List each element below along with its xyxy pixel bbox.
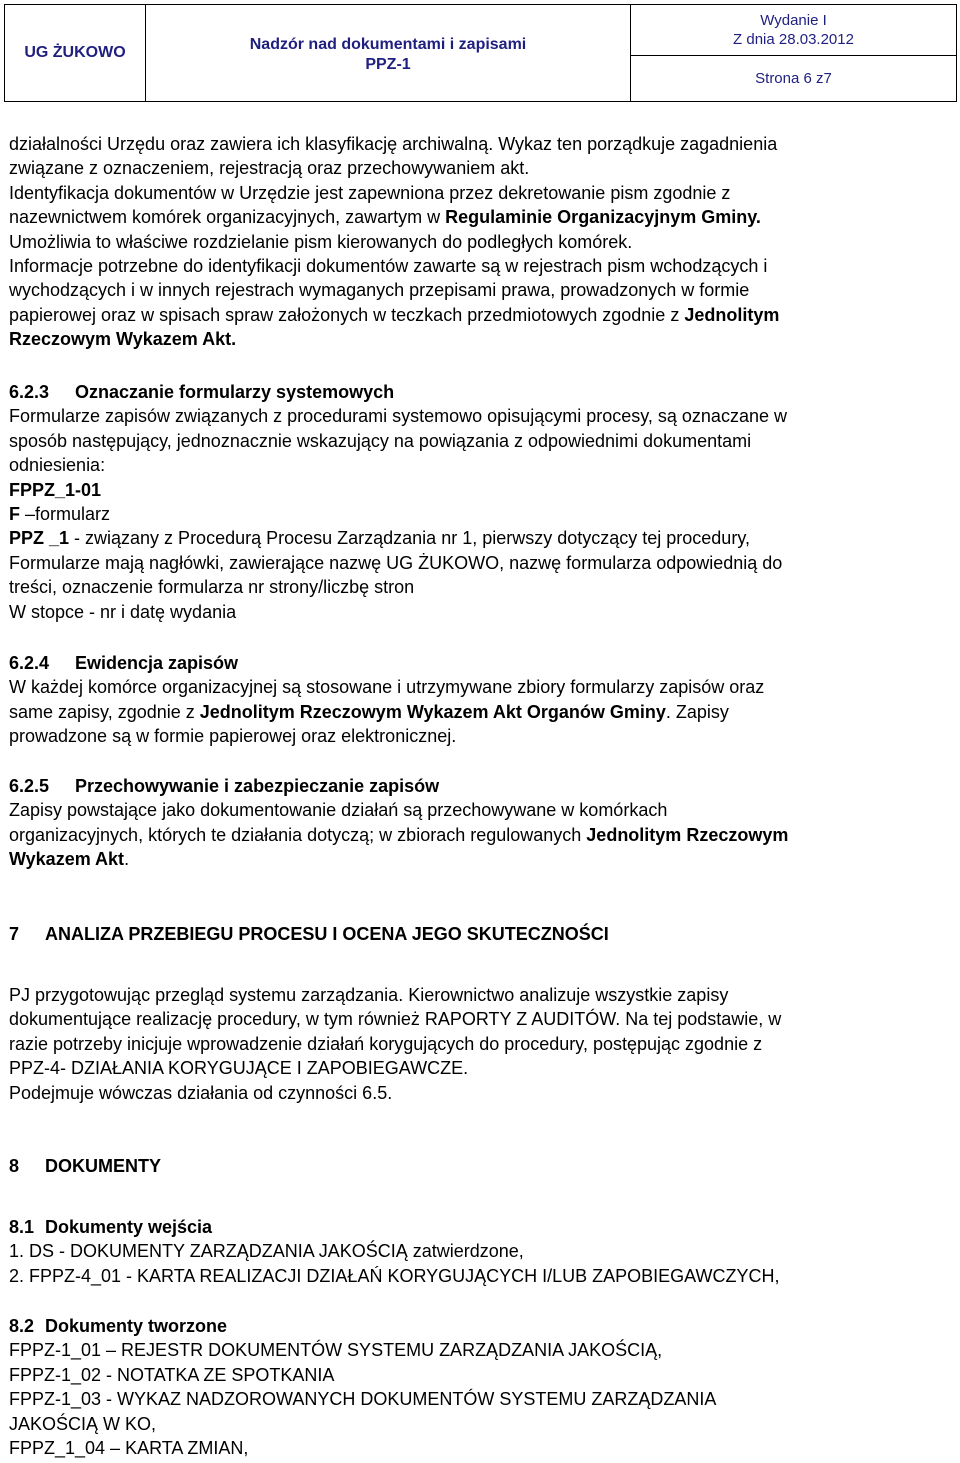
- doc-code: PPZ-1: [365, 56, 411, 73]
- text-line: Informacje potrzebne do identyfikacji dokumentów zawarte są w rejestrach pism wchodzących i: [9, 256, 768, 277]
- chapter-number: 7: [9, 924, 20, 944]
- section-heading: [9, 651, 959, 675]
- text-line: PJ przygotowując przegląd systemu zarządzania. Kierownictwo analizuje wszystkie zapisy: [9, 985, 729, 1005]
- text-run: papierowej oraz w spisach spraw założonych w teczkach przedmiotowych zgodnie z: [9, 304, 685, 325]
- text-run: nazewnictwem komórek organizacyjnych, zawartym w: [9, 207, 446, 228]
- form-code: FPPZ_1-01: [9, 479, 102, 500]
- header-org: [5, 5, 146, 101]
- chapter-title: DOKUMENTY: [45, 1156, 161, 1176]
- text-line: PPZ-4- DZIAŁANIA KORYGUJĄCE I ZAPOBIEGAWCZE.: [9, 1058, 469, 1079]
- section-6-2-5: [9, 774, 959, 872]
- section-8-2: [9, 1314, 959, 1460]
- header-title: [146, 5, 631, 101]
- list-item: FPPZ_1_04 – KARTA ZMIAN,: [9, 1438, 249, 1459]
- text-line: wychodzących i w innych rejestrach wymaganych przepisami prawa, prowadzonych w formie: [9, 280, 750, 301]
- text-run: .: [124, 849, 130, 870]
- header-page-box: [631, 56, 956, 101]
- bold-run: Jednolitym: [684, 304, 780, 325]
- text-line: W każdej komórce organizacyjnej są stosowane i utrzymywane zbiory formularzy zapisów oraz: [9, 677, 765, 698]
- section-6-2-4: [9, 651, 959, 749]
- text-line: [9, 205, 959, 229]
- section-number: 6.2.4: [9, 653, 50, 673]
- section-title: Przechowywanie i zabezpieczanie zapisów: [75, 776, 440, 796]
- list-item: 2. FPPZ-4_01 - KARTA REALIZACJI DZIAŁAŃ KORYGUJĄCYCH I/LUB ZAPOBIEGAWCZYCH,: [9, 1265, 780, 1286]
- section-6-2-3: [9, 380, 959, 624]
- list-item: 1. DS - DOKUMENTY ZARZĄDZANIA JAKOŚCIĄ zatwierdzone,: [9, 1241, 524, 1262]
- text-line: prowadzone są w formie papierowej oraz elektronicznej.: [9, 726, 457, 747]
- subsection-title: Dokumenty wejścia: [45, 1217, 213, 1237]
- text-line: Formularze mają nagłówki, zawierające nazwę UG ŻUKOWO, nazwę formularza odpowiednią do: [9, 552, 783, 573]
- bold-run: PPZ _1: [9, 528, 70, 549]
- section-title: Oznaczanie formularzy systemowych: [75, 382, 395, 402]
- list-item: JAKOŚCIĄ W KO,: [9, 1413, 157, 1434]
- text-run: –formularz: [20, 504, 111, 525]
- page-number: Strona 6 z7: [755, 70, 832, 87]
- list-item: FPPZ-1_01 – REJESTR DOKUMENTÓW SYSTEMU ZARZĄDZANIA JAKOŚCIĄ,: [9, 1340, 663, 1361]
- page-header: [4, 4, 957, 102]
- section-7-body: [9, 983, 959, 1105]
- text-line: Formularze zapisów związanych z procedurami systemowo opisującymi procesy, są oznaczane w: [9, 406, 787, 427]
- org-name: UG ŻUKOWO: [24, 44, 126, 61]
- text-line: Podejmuje wówczas działania od czynności 6.5.: [9, 1082, 393, 1103]
- section-number: 6.2.5: [9, 776, 50, 796]
- subsection-title: Dokumenty tworzone: [45, 1316, 228, 1336]
- section-8-1: [9, 1215, 959, 1288]
- text-line: związane z oznaczeniem, rejestracją oraz przechowywaniem akt.: [9, 158, 530, 179]
- bold-run: Jednolitym Rzeczowym: [586, 824, 789, 845]
- chapter-heading: [9, 922, 959, 946]
- edition-date: Z dnia 28.03.2012: [733, 31, 854, 48]
- section-heading: [9, 774, 959, 798]
- text-line: Umożliwia to właściwe rozdzielanie pism kierowanych do podległych komórek.: [9, 231, 633, 252]
- text-line: [9, 700, 959, 724]
- text-line: dokumentujące realizację procedury, w tym również RAPORTY Z AUDITÓW. Na tej podstawie, w: [9, 1009, 782, 1030]
- section-heading: [9, 380, 959, 404]
- chapter-title: ANALIZA PRZEBIEGU PROCESU I OCENA JEGO SKUTECZNOŚCI: [45, 924, 609, 944]
- subsection-number: 8.2: [9, 1316, 35, 1336]
- list-item: FPPZ-1_03 - WYKAZ NADZOROWANYCH DOKUMENTÓW SYSTEMU ZARZĄDZANIA: [9, 1389, 717, 1410]
- subsection-heading: [9, 1215, 959, 1239]
- intro-block: [9, 132, 959, 352]
- section-7-heading: [9, 922, 959, 946]
- text-run: . Zapisy: [665, 701, 729, 722]
- doc-title: Nadzór nad dokumentami i zapisami: [249, 36, 527, 53]
- text-run: same zapisy, zgodnie z: [9, 701, 200, 722]
- text-line: razie potrzeby inicjuje wprowadzenie działań korygujących do procedury, postępując zgodnie z: [9, 1033, 763, 1054]
- text-line: odniesienia:: [9, 455, 106, 476]
- text-line: treści, oznaczenie formularza nr strony/liczbę stron: [9, 577, 415, 598]
- chapter-heading: [9, 1154, 959, 1178]
- list-item: FPPZ-1_02 - NOTATKA ZE SPOTKANIA: [9, 1364, 335, 1385]
- bold-run: Wykazem Akt: [9, 849, 125, 870]
- edition: Wydanie I: [760, 12, 827, 29]
- subsection-heading: [9, 1314, 959, 1338]
- section-title: Ewidencja zapisów: [75, 653, 239, 673]
- text-line: Identyfikacja dokumentów w Urzędzie jest zapewniona przez dekretowanie pism zgodnie z: [9, 182, 731, 203]
- section-number: 6.2.3: [9, 382, 50, 402]
- text-line: [9, 847, 959, 871]
- text-line: [9, 502, 959, 526]
- text-run: organizacyjnych, których te działania dotyczą; w zbiorach regulowanych: [9, 824, 587, 845]
- text-run: - związany z Procedurą Procesu Zarządzania nr 1, pierwszy dotyczący tej procedury,: [69, 528, 750, 549]
- subsection-number: 8.1: [9, 1217, 35, 1237]
- text-line: Zapisy powstające jako dokumentowanie działań są przechowywane w komórkach: [9, 800, 668, 821]
- text-line: [9, 303, 959, 327]
- bold-run: F: [9, 504, 20, 525]
- text-line: Rzeczowym Wykazem Akt.: [9, 329, 237, 350]
- text-line: [9, 823, 959, 847]
- text-line: działalności Urzędu oraz zawiera ich klasyfikację archiwalną. Wykaz ten porządkuje zagadnienia: [9, 134, 778, 154]
- chapter-number: 8: [9, 1156, 20, 1176]
- bold-run: Regulaminie Organizacyjnym Gminy.: [445, 207, 761, 228]
- text-line: [9, 526, 959, 550]
- section-8-heading: [9, 1154, 959, 1178]
- bold-run: Jednolitym Rzeczowym Wykazem Akt Organów Gminy: [199, 701, 666, 722]
- header-edition-box: [631, 5, 956, 56]
- text-line: sposób następujący, jednoznacznie wskazujący na powiązania z odpowiednimi dokumentami: [9, 430, 752, 451]
- header-meta: [631, 5, 956, 101]
- text-line: W stopce - nr i datę wydania: [9, 601, 237, 622]
